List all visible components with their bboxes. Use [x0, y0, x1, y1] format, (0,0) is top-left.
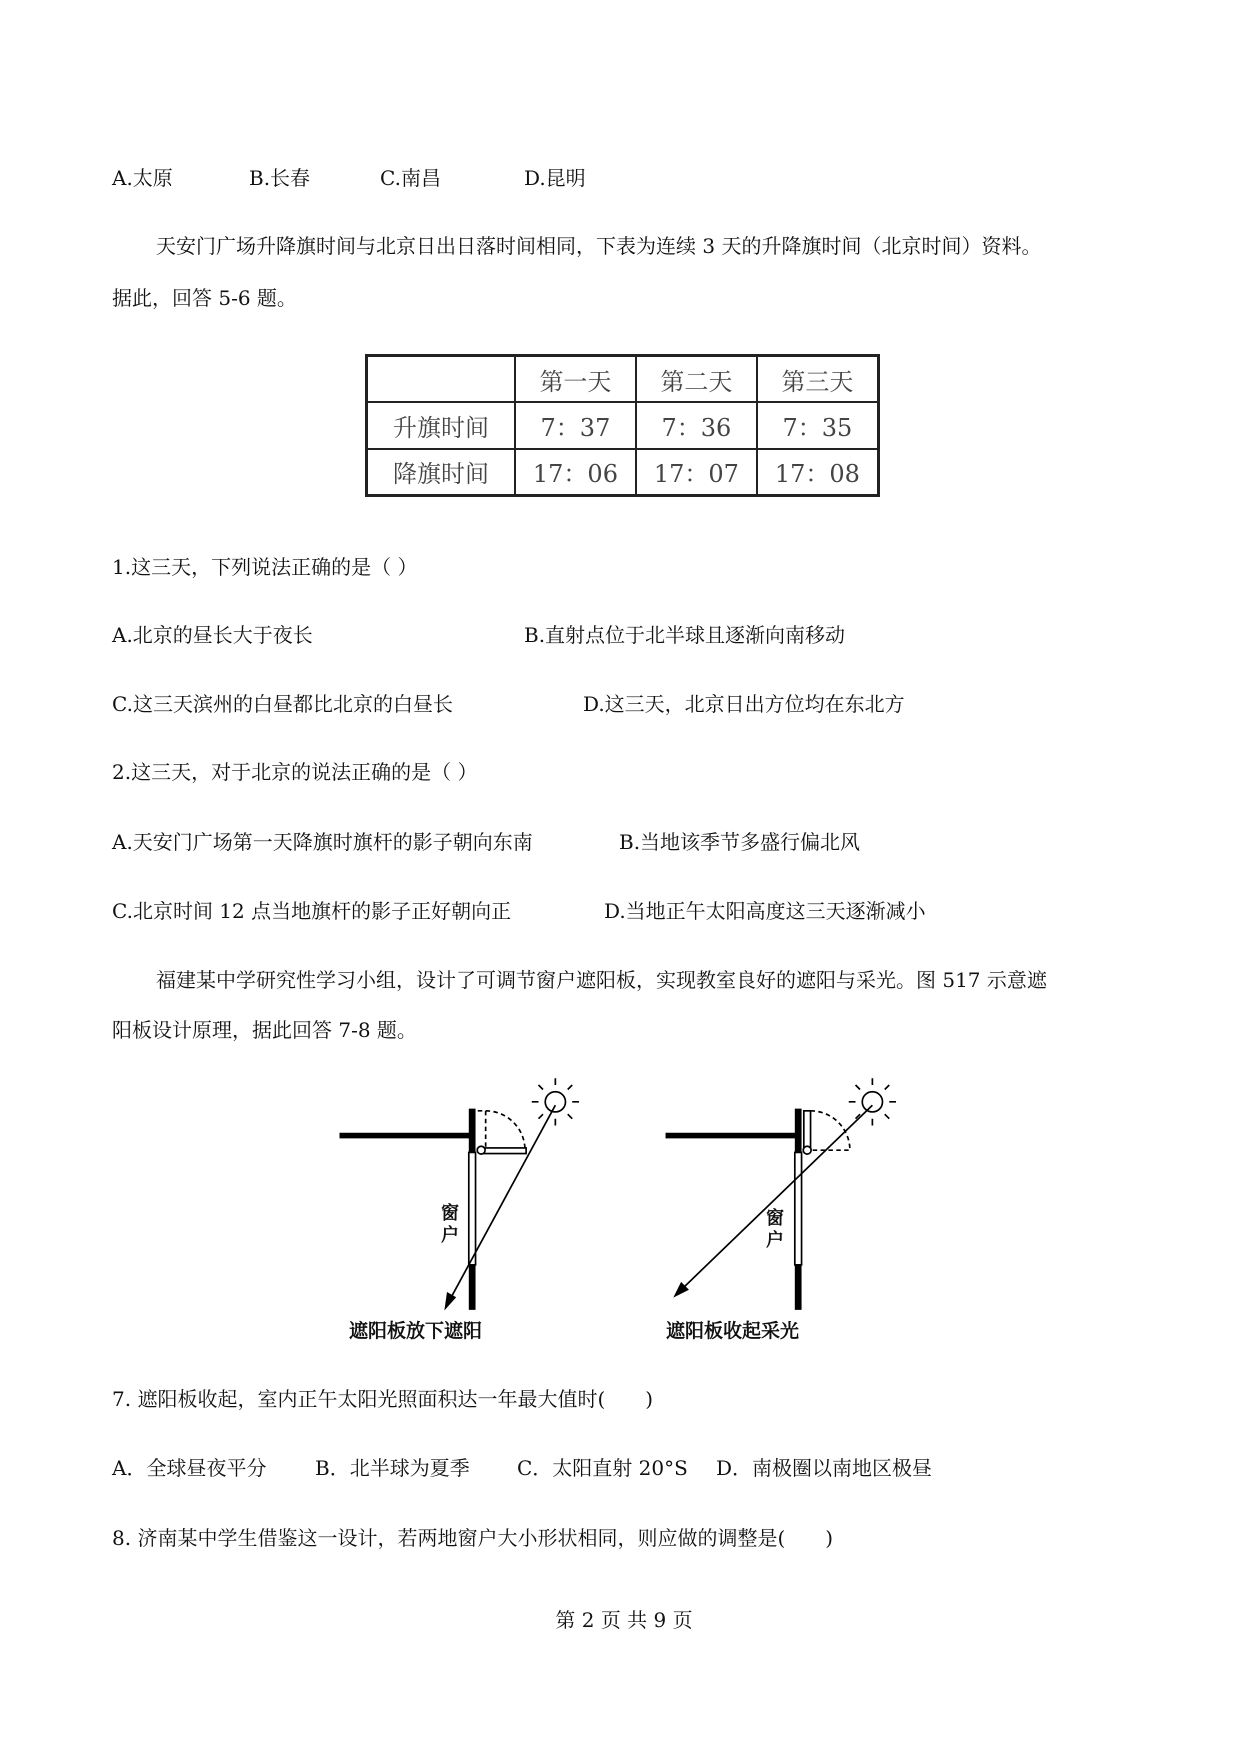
table-cell: 17：07: [636, 449, 757, 496]
table-cell: 17：08: [757, 449, 879, 496]
table-cell: 7：35: [757, 402, 879, 448]
sunshade-raised-figure: [666, 1078, 896, 1310]
question-1: 1.这三天，下列说法正确的是（ ）: [112, 555, 418, 579]
q7-option-d: D．南极圈以南地区极昼: [716, 1456, 933, 1480]
intro-line: 福建某中学研究性学习小组，设计了可调节窗户遮阳板，实现教室良好的遮阳与采光。图 517 示意遮: [156, 968, 1047, 992]
window-label: 窗户: [441, 1203, 459, 1246]
table-cell: 第一天: [515, 356, 636, 403]
right-caption: 遮阳板收起采光: [666, 1320, 800, 1342]
intro-line: 据此，回答 5-6 题。: [112, 286, 297, 310]
table-cell: 7：36: [636, 402, 757, 448]
q1-option-b: B.直射点位于北半球且逐渐向南移动: [524, 623, 846, 647]
intro-line: 天安门广场升降旗时间与北京日出日落时间相同，下表为连续 3 天的升降旗时间（北京时间）资料。: [156, 234, 1042, 258]
table-cell: 降旗时间: [367, 449, 515, 496]
table-cell: 17：06: [515, 449, 636, 496]
left-caption: 遮阳板放下遮阳: [349, 1320, 483, 1342]
q7-option-b: B．北半球为夏季: [315, 1456, 470, 1480]
option-d: D.昆明: [524, 166, 586, 190]
q7-option-c: C．太阳直射 20°S: [517, 1456, 688, 1480]
table-cell: 第二天: [636, 356, 757, 403]
question-7: 7. 遮阳板收起，室内正午太阳光照面积达一年最大值时( ): [112, 1387, 654, 1411]
page-footer: 第 2 页 共 9 页: [555, 1608, 693, 1632]
question-8: 8. 济南某中学生借鉴这一设计，若两地窗户大小形状相同，则应做的调整是( ): [112, 1526, 834, 1550]
sun-icon: [849, 1078, 896, 1125]
table-cell: 升旗时间: [367, 402, 515, 448]
option-b: B.长春: [249, 166, 311, 190]
q7-option-a: A．全球昼夜平分: [112, 1456, 267, 1480]
option-a: A.太原: [112, 166, 173, 190]
q1-option-c: C.这三天滨州的白昼都比北京的白昼长: [112, 692, 453, 716]
sun-icon: [532, 1078, 579, 1125]
table-cell: 7：37: [515, 402, 636, 448]
q1-option-d: D.这三天，北京日出方位均在东北方: [583, 692, 905, 716]
q2-option-d: D.当地正午太阳高度这三天逐渐减小: [604, 899, 926, 923]
q2-option-a: A.天安门广场第一天降旗时旗杆的影子朝向东南: [112, 830, 533, 854]
window-label: 窗户: [766, 1208, 784, 1251]
q1-option-a: A.北京的昼长大于夜长: [112, 623, 313, 647]
q2-option-c: C.北京时间 12 点当地旗杆的影子正好朝向正: [112, 899, 512, 923]
intro-line: 阳板设计原理，据此回答 7-8 题。: [112, 1018, 417, 1042]
table-cell: 第三天: [757, 356, 879, 403]
q2-option-b: B.当地该季节多盛行偏北风: [619, 830, 861, 854]
option-c: C.南昌: [380, 166, 441, 190]
question-2: 2.这三天，对于北京的说法正确的是（ ）: [112, 760, 478, 784]
sunshade-lowered-figure: [340, 1078, 579, 1310]
